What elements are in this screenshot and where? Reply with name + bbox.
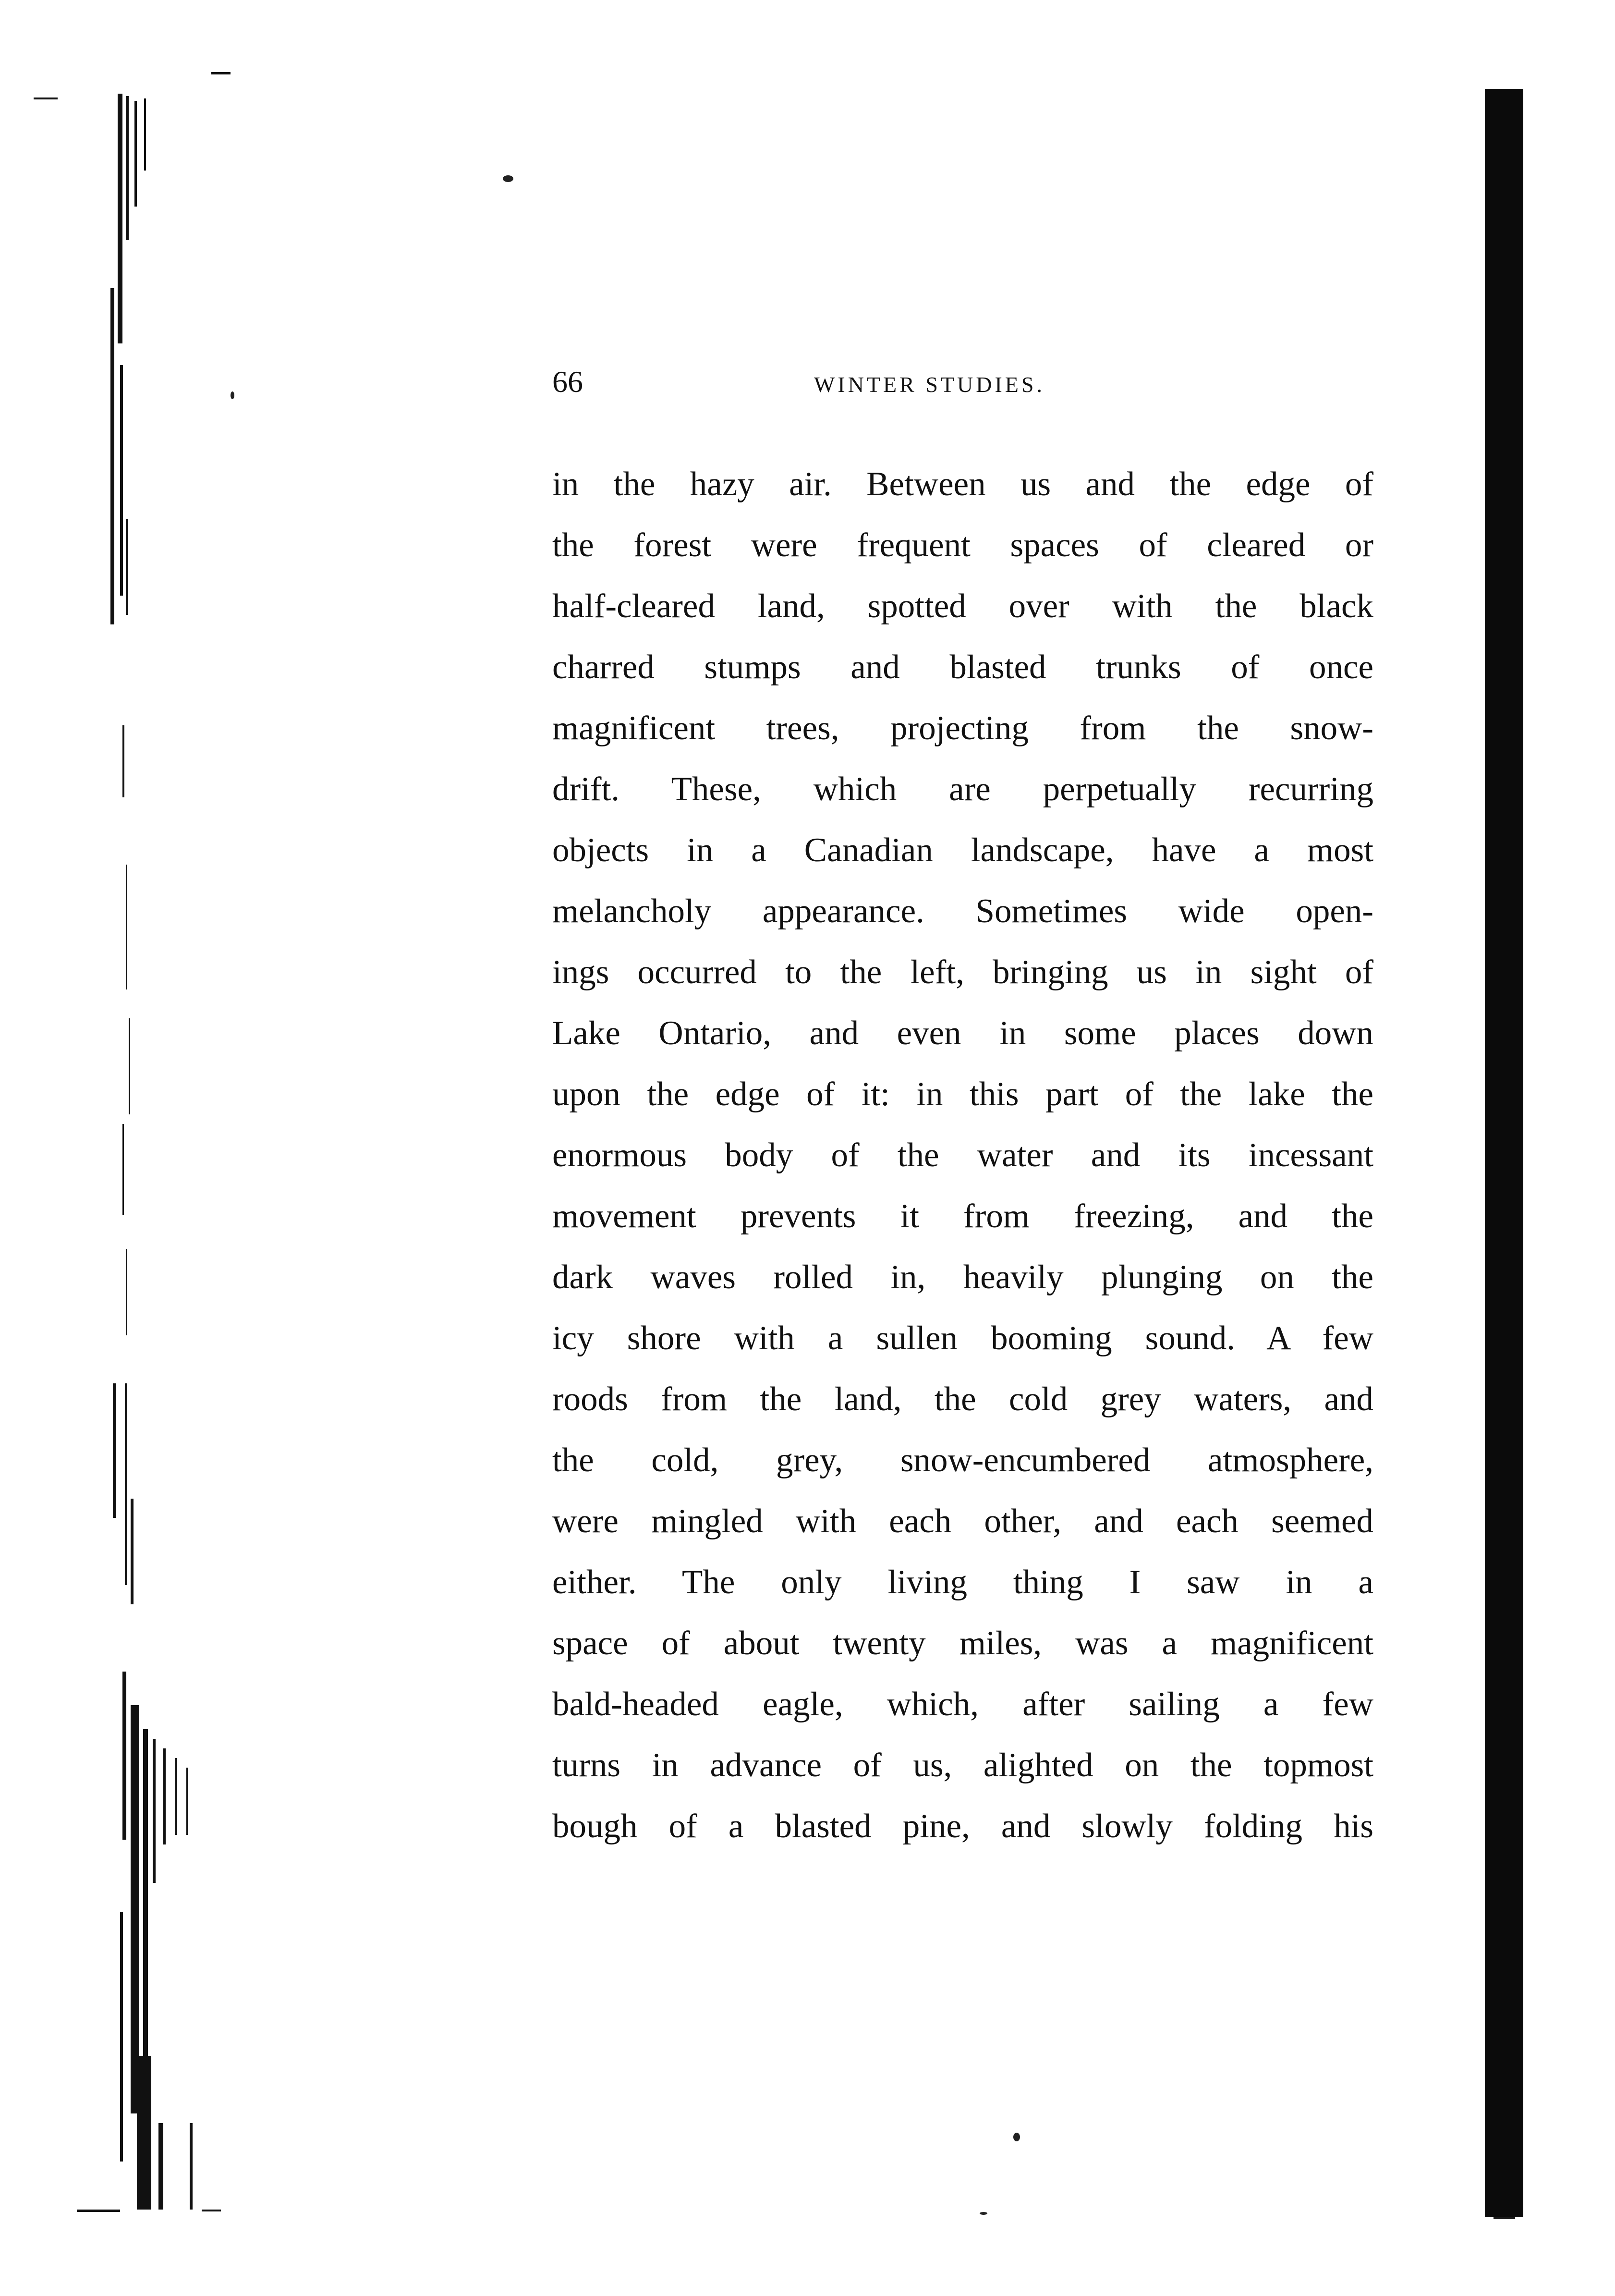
page-number: 66 (552, 365, 583, 399)
scan-speck (503, 175, 513, 182)
text-line: turns in advance of us, alighted on the topmost (552, 1746, 1373, 1784)
text-line: space of about twenty miles, was a magnificent (552, 1624, 1373, 1662)
text-line: Lake Ontario, and even in some places down (552, 1014, 1373, 1052)
text-line: half-cleared land, spotted over with the black (552, 587, 1373, 625)
text-line: dark waves rolled in, heavily plunging on the (552, 1258, 1373, 1296)
text-line: the forest were frequent spaces of cleared or (552, 526, 1373, 564)
text-line: movement prevents it from freezing, and the (552, 1197, 1373, 1235)
scan-speck (1013, 2133, 1020, 2141)
scan-speck (980, 2212, 987, 2215)
text-line: upon the edge of it: in this part of the lake the (552, 1075, 1373, 1113)
text-line: drift. These, which are perpetually recurring (552, 770, 1373, 808)
text-line: objects in a Canadian landscape, have a most (552, 831, 1373, 869)
text-line: bough of a blasted pine, and slowly folding his (552, 1807, 1373, 1845)
text-line: the cold, grey, snow-encumbered atmosphere, (552, 1441, 1373, 1479)
scan-gutter-artifacts (0, 0, 250, 2296)
running-head: WINTER STUDIES. (814, 372, 1045, 397)
text-line: were mingled with each other, and each seemed (552, 1502, 1373, 1540)
text-line: bald-headed eagle, which, after sailing a few (552, 1685, 1373, 1723)
text-line: icy shore with a sullen booming sound. A few (552, 1319, 1373, 1357)
text-line: either. The only living thing I saw in a (552, 1563, 1373, 1601)
text-line: in the hazy air. Between us and the edge of (552, 465, 1373, 503)
text-line: ings occurred to the left, bringing us in sight of (552, 953, 1373, 991)
text-line: roods from the land, the cold grey waters, and (552, 1380, 1373, 1418)
body-text (552, 454, 1373, 1857)
scan-edge-fragment (1494, 2217, 1515, 2219)
scan-edge-bar (1485, 89, 1523, 2217)
text-line: charred stumps and blasted trunks of once (552, 648, 1373, 686)
text-line: melancholy appearance. Sometimes wide open- (552, 892, 1373, 930)
text-line: enormous body of the water and its incessant (552, 1136, 1373, 1174)
scan-speck (231, 391, 234, 399)
text-line: magnificent trees, projecting from the snow- (552, 709, 1373, 747)
page-header (552, 355, 1369, 408)
